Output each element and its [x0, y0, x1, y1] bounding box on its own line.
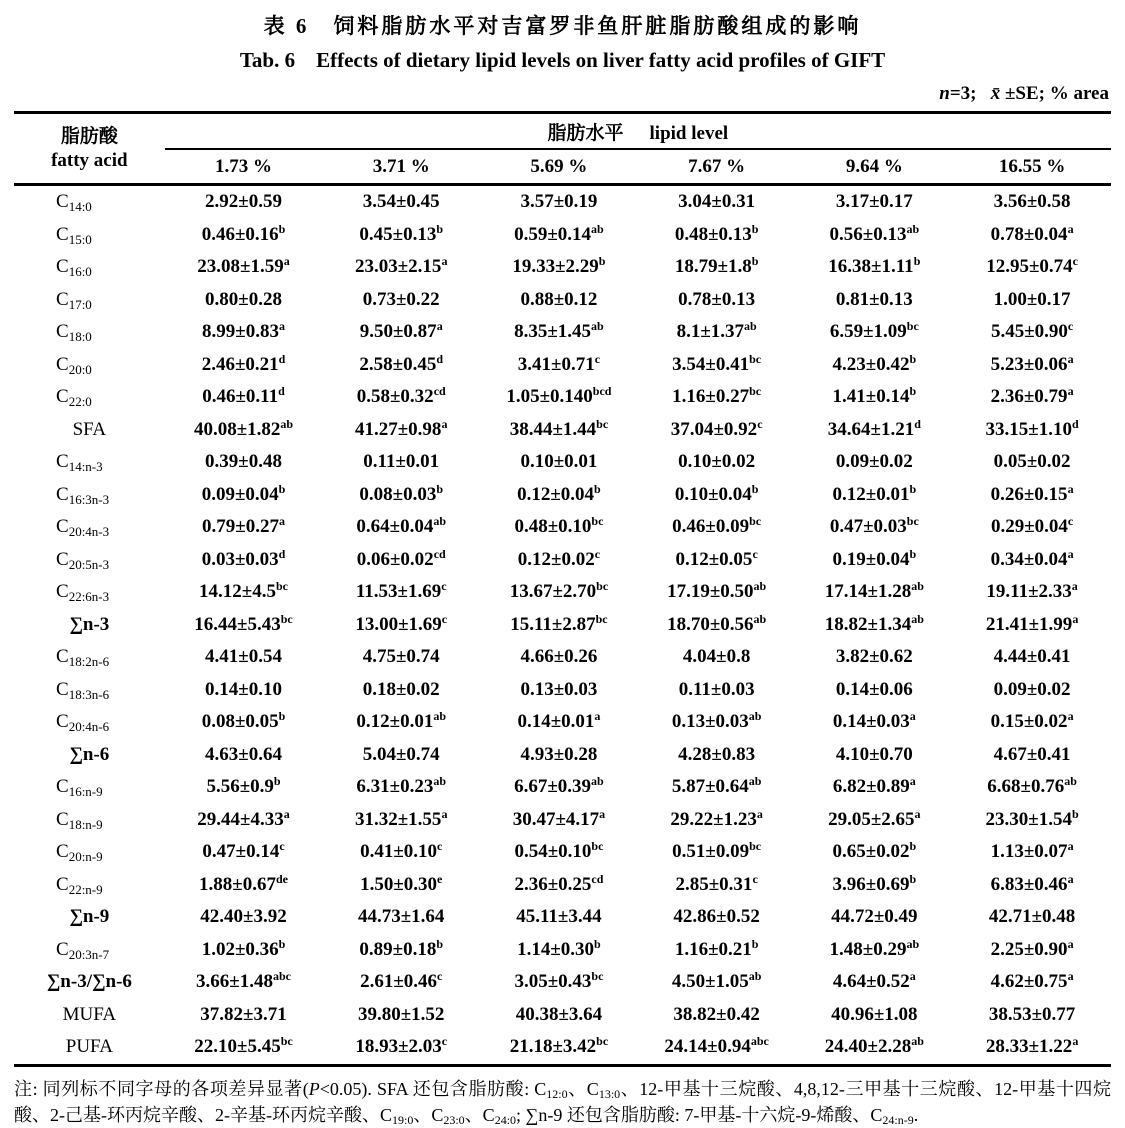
row-label: $C_{22:6n-3}$: [56, 581, 110, 605]
value-cell: 0.10±0.02: [678, 451, 756, 473]
value-cell: 2.46±0.21$^d$: [201, 351, 286, 375]
value-cell: 0.14±0.06: [835, 678, 913, 700]
fatty-acid-table: [14, 111, 1111, 1067]
value-cell: 0.10±0.01: [520, 451, 598, 473]
value-cell: 1.50±0.30$^e$: [360, 871, 443, 895]
value-cell: 3.56±0.58: [993, 191, 1071, 213]
table-row: [14, 869, 1111, 902]
value-cell: 38.82±0.42: [673, 1003, 760, 1025]
value-cell: 42.71±0.48: [988, 906, 1076, 928]
value-cell: 4.75±0.74: [362, 646, 440, 668]
value-cell: 6.67±0.39$^{ab}$: [514, 774, 604, 798]
value-cell: 42.86±0.52: [673, 906, 760, 928]
row-label: SFA: [72, 418, 107, 440]
table-row: [14, 511, 1111, 544]
value-cell: 4.10±0.70: [835, 743, 913, 765]
value-cell: 13.00±1.69$^c$: [355, 611, 448, 635]
level-header: 3.71 %: [322, 149, 480, 185]
row-label: ∑n-6: [69, 743, 110, 765]
value-cell: 0.18±0.02: [362, 678, 440, 700]
value-cell: 0.45±0.13$^b$: [359, 221, 444, 245]
value-cell: 4.62±0.75$^a$: [990, 969, 1074, 993]
value-cell: 14.12±4.5$^{bc}$: [199, 579, 288, 603]
value-cell: 28.33±1.22$^a$: [953, 1031, 1111, 1065]
table-title-zh: 表 6 饲料脂肪水平对吉富罗非鱼肝脏脂肪酸组成的影响: [263, 14, 862, 38]
table-row: [14, 349, 1111, 382]
value-cell: 6.31±0.23$^{ab}$: [356, 774, 447, 798]
value-cell: 0.08±0.05$^b$: [201, 709, 286, 733]
value-cell: 2.85±0.31$^c$: [675, 871, 758, 895]
value-cell: 0.13±0.03: [520, 678, 598, 700]
value-cell: 41.27±0.98$^a$: [355, 416, 448, 440]
level-header: 1.73 %: [165, 149, 323, 185]
row-label: $C_{20:4n-3}$: [56, 516, 110, 540]
table-title-en: Tab. 6 Effects of dietary lipid levels on liver fatty acid profiles of GIFT: [239, 48, 886, 72]
value-cell: 31.32±1.55$^a$: [355, 806, 448, 830]
value-cell: 0.03±0.03$^d$: [201, 546, 286, 570]
table-row: [14, 576, 1111, 609]
level-header: 7.67 %: [638, 149, 796, 185]
table-row: [14, 836, 1111, 869]
table-row: [14, 381, 1111, 414]
table-row: [14, 934, 1111, 967]
value-cell: 6.68±0.76$^{ab}$: [987, 774, 1077, 798]
table-row: [14, 999, 1111, 1032]
value-cell: 1.48±0.29$^{ab}$: [829, 936, 920, 960]
value-cell: 3.04±0.31: [678, 191, 756, 213]
value-cell: 0.09±0.02: [993, 678, 1071, 700]
value-cell: 18.70±0.56$^{ab}$: [667, 611, 767, 635]
value-cell: 0.29±0.04$^c$: [990, 514, 1074, 538]
value-cell: 40.08±1.82$^{ab}$: [193, 416, 294, 440]
value-cell: 0.11±0.01: [363, 451, 440, 473]
value-cell: 16.38±1.11$^b$: [828, 254, 921, 278]
value-cell: 4.64±0.52$^a$: [832, 969, 916, 993]
value-cell: 4.66±0.26: [520, 646, 598, 668]
lipid-level-group-header: [165, 113, 1111, 150]
value-cell: 18.82±1.34$^{ab}$: [824, 611, 924, 635]
row-label: ∑n-9: [69, 906, 110, 928]
value-cell: 3.54±0.41$^{bc}$: [672, 351, 762, 375]
value-cell: 1.41±0.14$^b$: [832, 384, 917, 408]
value-cell: 8.1±1.37$^{ab}$: [676, 319, 757, 343]
value-cell: 0.15±0.02$^a$: [990, 709, 1074, 733]
value-cell: 0.80±0.28: [205, 288, 282, 310]
value-cell: 4.23±0.42$^b$: [832, 351, 917, 375]
value-cell: 8.99±0.83$^a$: [202, 319, 285, 343]
value-cell: 2.92±0.59: [205, 191, 282, 213]
value-cell: 0.65±0.02$^b$: [832, 839, 917, 863]
value-cell: 0.48±0.13$^b$: [674, 221, 759, 245]
value-cell: 0.54±0.10$^{bc}$: [514, 839, 604, 863]
lipid-level-header-en: lipid level: [649, 122, 729, 144]
value-cell: 1.13±0.07$^a$: [990, 839, 1074, 863]
value-cell: 18.93±2.03$^c$: [322, 1031, 480, 1065]
table-row: [14, 771, 1111, 804]
value-cell: 0.51±0.09$^{bc}$: [672, 839, 762, 863]
table-row: [14, 284, 1111, 317]
value-cell: 4.44±0.41: [993, 646, 1071, 668]
value-cell: 5.45±0.90$^c$: [990, 319, 1074, 343]
value-cell: 0.12±0.01$^{ab}$: [356, 709, 447, 733]
value-cell: 4.67±0.41: [993, 743, 1071, 765]
value-cell: 0.47±0.03$^{bc}$: [829, 514, 919, 538]
row-label: $C_{14:n-3}$: [56, 451, 103, 475]
table-row: [14, 446, 1111, 479]
table-row: [14, 641, 1111, 674]
value-cell: 3.54±0.45: [362, 191, 440, 213]
row-label: ∑n-3: [69, 613, 110, 635]
value-cell: 3.66±1.48$^{abc}$: [196, 969, 291, 993]
value-cell: 0.26±0.15$^a$: [990, 481, 1074, 505]
value-cell: 2.25±0.90$^a$: [990, 936, 1074, 960]
value-cell: 1.00±0.17: [993, 288, 1071, 310]
value-cell: 6.83±0.46$^a$: [990, 871, 1074, 895]
value-cell: 0.12±0.04$^b$: [517, 481, 601, 505]
value-cell: 30.47±4.17$^a$: [512, 806, 606, 830]
table-header: [14, 113, 1111, 185]
value-cell: 1.16±0.27$^{bc}$: [672, 384, 762, 408]
value-cell: 0.19±0.04$^b$: [832, 546, 917, 570]
value-cell: 23.08±1.59$^a$: [197, 254, 290, 278]
value-cell: 2.36±0.79$^a$: [990, 384, 1074, 408]
value-cell: 0.89±0.18$^b$: [359, 936, 444, 960]
value-cell: 0.12±0.05$^c$: [675, 546, 758, 570]
value-cell: 8.35±1.45$^{ab}$: [514, 319, 604, 343]
value-cell: 23.03±2.15$^a$: [355, 254, 448, 278]
table-row: [14, 185, 1111, 219]
value-cell: 0.56±0.13$^{ab}$: [829, 221, 920, 245]
value-cell: 0.12±0.01$^b$: [832, 481, 917, 505]
value-cell: 0.13±0.03$^{ab}$: [671, 709, 762, 733]
value-cell: 22.10±5.45$^{bc}$: [165, 1031, 323, 1065]
value-cell: 4.63±0.64: [205, 743, 282, 765]
value-cell: 0.08±0.03$^b$: [359, 481, 444, 505]
row-label: $C_{15:0}$: [56, 223, 92, 247]
row-label: $C_{20:n-9}$: [56, 841, 103, 865]
value-cell: 11.53±1.69$^c$: [355, 579, 447, 603]
value-cell: 4.04±0.8: [682, 646, 751, 668]
value-cell: 17.14±1.28$^{ab}$: [824, 579, 924, 603]
fatty-acid-header-en: fatty acid: [51, 149, 128, 171]
value-cell: 3.57±0.19: [520, 191, 598, 213]
value-cell: 4.93±0.28: [520, 743, 598, 765]
level-header-row: [14, 149, 1111, 185]
value-cell: 0.14±0.01$^a$: [517, 709, 601, 733]
value-cell: 0.41±0.10$^c$: [360, 839, 443, 863]
value-cell: 0.34±0.04$^a$: [990, 546, 1074, 570]
value-cell: 34.64±1.21$^d$: [827, 416, 921, 440]
value-cell: 5.04±0.74: [362, 743, 440, 765]
value-cell: 0.10±0.04$^b$: [674, 481, 759, 505]
value-cell: 0.06±0.02$^{cd}$: [356, 546, 446, 570]
value-cell: 29.05±2.65$^a$: [828, 806, 921, 830]
table-row: [14, 219, 1111, 252]
level-header: 9.64 %: [795, 149, 953, 185]
value-cell: 0.12±0.02$^c$: [517, 546, 601, 570]
row-label: PUFA: [14, 1031, 165, 1065]
value-cell: 23.30±1.54$^b$: [985, 806, 1079, 830]
value-cell: 5.87±0.64$^{ab}$: [671, 774, 762, 798]
value-cell: 38.53±0.77: [988, 1003, 1076, 1025]
value-cell: 42.40±3.92: [200, 906, 287, 928]
table-row: [14, 706, 1111, 739]
value-cell: 9.50±0.87$^a$: [359, 319, 443, 343]
value-cell: 12.95±0.74$^c$: [986, 254, 1078, 278]
value-cell: 3.82±0.62: [835, 646, 913, 668]
table-row: [14, 1031, 1111, 1065]
value-cell: 40.38±3.64: [515, 1003, 603, 1025]
fatty-acid-column-header: [14, 113, 165, 185]
value-cell: 0.78±0.13: [678, 288, 756, 310]
value-cell: 0.05±0.02: [993, 451, 1071, 473]
row-label: $C_{16:n-9}$: [56, 776, 103, 800]
value-cell: 0.09±0.04$^b$: [201, 481, 286, 505]
value-cell: 0.88±0.12: [520, 288, 598, 310]
value-cell: 18.79±1.8$^b$: [674, 254, 759, 278]
value-cell: 37.82±3.71: [200, 1003, 287, 1025]
value-cell: 0.39±0.48: [205, 451, 282, 473]
value-cell: 0.46±0.16$^b$: [201, 221, 286, 245]
table-row: [14, 609, 1111, 642]
row-label: MUFA: [62, 1003, 117, 1025]
value-cell: 0.14±0.10: [205, 678, 282, 700]
value-cell: 0.58±0.32$^{cd}$: [356, 384, 446, 408]
value-cell: 4.28±0.83: [678, 743, 756, 765]
value-cell: 0.46±0.11$^d$: [202, 384, 285, 408]
table-row: [14, 674, 1111, 707]
row-label: $C_{20:5n-3}$: [56, 548, 110, 572]
value-cell: 29.22±1.23$^a$: [670, 806, 763, 830]
value-cell: 3.96±0.69$^b$: [832, 871, 917, 895]
value-cell: 1.05±0.140$^{bcd}$: [506, 384, 612, 408]
value-cell: 0.11±0.03: [678, 678, 755, 700]
value-cell: 0.09±0.02: [835, 451, 913, 473]
table-row: [14, 544, 1111, 577]
row-label: $C_{18:2n-6}$: [56, 646, 110, 670]
value-cell: 0.64±0.04$^{ab}$: [356, 514, 447, 538]
value-cell: 0.14±0.03$^a$: [832, 709, 916, 733]
row-label: ∑n-3/∑n-6: [46, 971, 132, 993]
value-cell: 3.41±0.71$^c$: [517, 351, 601, 375]
value-cell: 39.80±1.52: [358, 1003, 445, 1025]
value-cell: 0.46±0.09$^{bc}$: [672, 514, 762, 538]
value-cell: 44.72±0.49: [831, 906, 918, 928]
table-row: [14, 251, 1111, 284]
value-cell: 17.19±0.50$^{ab}$: [667, 579, 767, 603]
value-cell: 1.88±0.67de: [199, 871, 288, 895]
level-header: 5.69 %: [480, 149, 638, 185]
row-label: $C_{20:3n-7}$: [56, 938, 110, 962]
value-cell: 5.56±0.9$^b$: [206, 774, 281, 798]
row-label: $C_{18:n-9}$: [56, 808, 103, 832]
table-row: [14, 804, 1111, 837]
value-cell: 15.11±2.87$^{bc}$: [510, 611, 608, 635]
table-body: [14, 185, 1111, 1066]
table-row: [14, 901, 1111, 934]
value-cell: 6.59±1.09$^{bc}$: [829, 319, 919, 343]
value-cell: 5.23±0.06$^a$: [990, 351, 1074, 375]
value-cell: 0.59±0.14$^{ab}$: [514, 221, 604, 245]
value-cell: 13.67±2.70$^{bc}$: [509, 579, 609, 603]
footnote: 注: 同列标不同字母的各项差异显著(P<0.05). SFA 还包含脂肪酸: $C_{12:0}$、$C_{13:0}$、12-甲基十三烷酸、4,8,12-三甲基十三烷酸、12-甲基十四烷酸、2-己基-环丙烷辛酸、2-辛基-环丙烷辛酸、$C_{19:0}$、$C_{23:0}$、$C_{24:0}$; ∑n-9 还包含脂肪酸: 7-甲基-十六烷-9-烯酸、$C_{24:n-9}$.: [14, 1078, 1112, 1127]
table-row: [14, 414, 1111, 447]
value-cell: 19.11±2.33$^a$: [986, 579, 1078, 603]
table-row: [14, 739, 1111, 772]
value-cell: 19.33±2.29$^b$: [512, 254, 606, 278]
value-cell: 1.02±0.36$^b$: [201, 936, 286, 960]
row-label: $C_{20:0}$: [56, 353, 92, 377]
value-cell: 0.78±0.04$^a$: [990, 221, 1074, 245]
value-cell: 24.40±2.28$^{ab}$: [795, 1031, 953, 1065]
value-cell: 21.18±3.42$^{bc}$: [480, 1031, 638, 1065]
table-row: [14, 966, 1111, 999]
row-label: $C_{18:0}$: [56, 321, 92, 345]
row-label: $C_{20:4n-6}$: [56, 711, 110, 735]
row-label: $C_{22:0}$: [56, 386, 92, 410]
row-label: $C_{16:0}$: [56, 256, 92, 280]
row-label: $C_{18:3n-6}$: [56, 678, 110, 702]
value-cell: 38.44±1.44$^{bc}$: [509, 416, 609, 440]
table-row: [14, 316, 1111, 349]
value-cell: 0.81±0.13: [835, 288, 913, 310]
lipid-level-header-zh: 脂肪水平: [547, 122, 624, 144]
row-label: $C_{14:0}$: [56, 191, 92, 215]
value-cell: 44.73±1.64: [358, 906, 445, 928]
value-cell: 6.82±0.89$^a$: [832, 774, 916, 798]
value-cell: 45.11±3.44: [516, 906, 602, 928]
value-cell: 0.48±0.10$^{bc}$: [514, 514, 604, 538]
value-cell: 24.14±0.94$^{abc}$: [638, 1031, 796, 1065]
value-cell: 21.41±1.99$^a$: [985, 611, 1079, 635]
stats-note: n=3; x̄ ±SE; % area: [939, 83, 1109, 104]
value-cell: 0.79±0.27$^a$: [202, 514, 285, 538]
row-label: $C_{16:3n-3}$: [56, 483, 110, 507]
value-cell: 33.15±1.10$^d$: [985, 416, 1079, 440]
value-cell: 4.50±1.05$^{ab}$: [671, 969, 762, 993]
value-cell: 40.96±1.08: [831, 1003, 918, 1025]
row-label: $C_{22:n-9}$: [56, 873, 103, 897]
value-cell: 1.16±0.21$^b$: [674, 936, 759, 960]
row-label: $C_{17:0}$: [56, 288, 92, 312]
table-row: [14, 479, 1111, 512]
value-cell: 2.61±0.46$^c$: [360, 969, 443, 993]
value-cell: 0.73±0.22: [362, 288, 440, 310]
value-cell: 3.05±0.43$^{bc}$: [514, 969, 604, 993]
value-cell: 4.41±0.54: [205, 646, 282, 668]
value-cell: 3.17±0.17: [835, 191, 913, 213]
value-cell: 0.47±0.14$^c$: [202, 839, 285, 863]
value-cell: 1.14±0.30$^b$: [517, 936, 601, 960]
level-header: 16.55 %: [953, 149, 1111, 185]
value-cell: 29.44±4.33$^a$: [197, 806, 290, 830]
value-cell: 2.36±0.25$^{cd}$: [514, 871, 604, 895]
fatty-acid-header-zh: 脂肪酸: [60, 125, 118, 147]
value-cell: 2.58±0.45$^d$: [359, 351, 444, 375]
value-cell: 37.04±0.92$^c$: [670, 416, 763, 440]
value-cell: 16.44±5.43$^{bc}$: [194, 611, 293, 635]
